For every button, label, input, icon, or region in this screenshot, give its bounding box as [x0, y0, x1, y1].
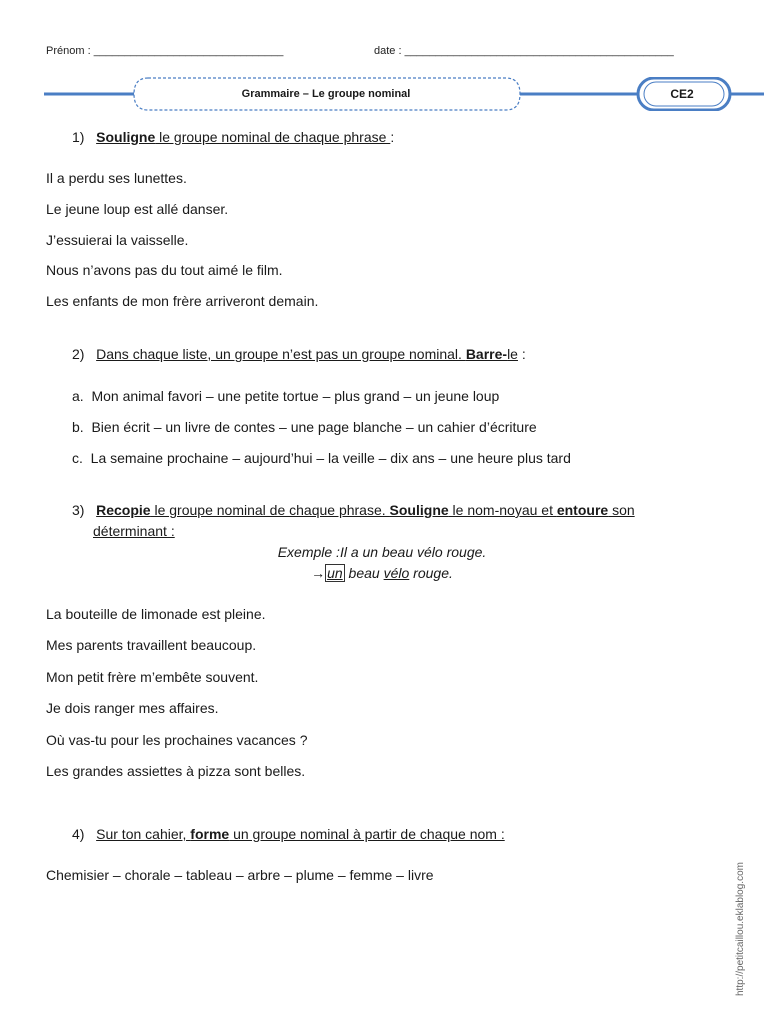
q4-number: 4) [72, 826, 85, 842]
q2-suffix: le [507, 346, 518, 362]
worksheet-title: Grammaire – Le groupe nominal [241, 88, 411, 100]
q3-example-beau: beau [344, 565, 384, 581]
prenom-label: Prénom : [46, 45, 91, 57]
q3-instruction [96, 502, 635, 518]
q2-verb: Barre- [465, 346, 508, 362]
q2-instruction [96, 346, 518, 362]
q4-word-list: Chemisier – chorale – tableau – arbre – plume – femme – livre [46, 867, 434, 883]
q1-sentence: Nous n’avons pas du tout aimé le film. [46, 262, 283, 278]
q2-item-marker: a. [72, 388, 84, 404]
q3-sentence: Mes parents travaillent beaucoup. [46, 637, 257, 653]
q3-number: 3) [72, 502, 85, 518]
date-blank: ____________________________________________ [404, 45, 674, 57]
q1-colon: : [390, 129, 395, 145]
q3-text-2: le nom-noyau et [448, 502, 557, 518]
q2-item [72, 388, 499, 404]
q2-item [72, 450, 571, 466]
q4-text-2: un groupe nominal à partir de chaque nom : [229, 826, 505, 842]
q3-example-determiner: un [327, 565, 343, 581]
q4-instruction [96, 826, 505, 842]
title-band [44, 77, 764, 111]
q3-example-rest: rouge. [409, 565, 453, 581]
q3-example-answer [152, 565, 612, 581]
question-1 [72, 129, 394, 145]
q3-sentence: Les grandes assiettes à pizza sont belles. [46, 763, 306, 779]
q3-text-1: le groupe nominal de chaque phrase. [150, 502, 390, 518]
q3-sentence: Mon petit frère m’embête souvent. [46, 669, 259, 685]
q3-example-noun: vélo [383, 565, 410, 581]
q1-sentence: Le jeune loup est allé danser. [46, 201, 229, 217]
level-badge: CE2 [670, 87, 694, 101]
site-credit: http://petitcaillou.eklablog.com [735, 862, 746, 996]
q2-item-text: Bien écrit – un livre de contes – une page blanche – un cahier d’écriture [91, 419, 537, 435]
question-2 [72, 346, 526, 362]
q1-sentence: Les enfants de mon frère arriveront demain. [46, 293, 319, 309]
q3-verb-entoure: entoure [556, 502, 609, 518]
q3-example-sentence: Exemple :Il a un beau vélo rouge. [277, 544, 487, 560]
prenom-blank: _______________________________ [93, 45, 284, 57]
q3-verb-souligne: Souligne [389, 502, 449, 518]
q3-sentence: Je dois ranger mes affaires. [46, 700, 219, 716]
q2-item-text: La semaine prochaine – aujourd’hui – la veille – dix ans – une heure plus tard [90, 450, 571, 466]
q4-verb: forme [190, 826, 230, 842]
q2-item [72, 419, 537, 435]
q4-text-1: Sur ton cahier, [96, 826, 191, 842]
q2-colon: : [517, 346, 526, 362]
arrow-icon: → [311, 565, 326, 581]
date-label: date : [374, 45, 402, 57]
q2-text: Dans chaque liste, un groupe n’est pas un groupe nominal. [96, 346, 466, 362]
q2-item-marker: b. [72, 419, 84, 435]
q2-item-text: Mon animal favori – une petite tortue – plus grand – un jeune loup [91, 388, 500, 404]
q3-text-3: son [608, 502, 635, 518]
q2-number: 2) [72, 346, 85, 362]
q1-verb: Souligne [96, 129, 156, 145]
q3-verb-recopie: Recopie [96, 502, 151, 518]
q1-rest: le groupe nominal de chaque phrase [155, 129, 391, 145]
q1-instruction [96, 129, 390, 145]
q1-number: 1) [72, 129, 85, 145]
q1-sentence: Il a perdu ses lunettes. [46, 170, 187, 186]
q1-sentence: J’essuierai la vaisselle. [46, 232, 189, 248]
question-3 [72, 502, 635, 518]
question-4 [72, 826, 505, 842]
q2-item-marker: c. [72, 450, 83, 466]
prenom-field [46, 45, 283, 57]
date-field [374, 45, 674, 57]
q3-sentence: Où vas-tu pour les prochaines vacances ? [46, 732, 308, 748]
q3-instruction-line-2: déterminant : [93, 523, 175, 539]
q3-sentence: La bouteille de limonade est pleine. [46, 606, 266, 622]
